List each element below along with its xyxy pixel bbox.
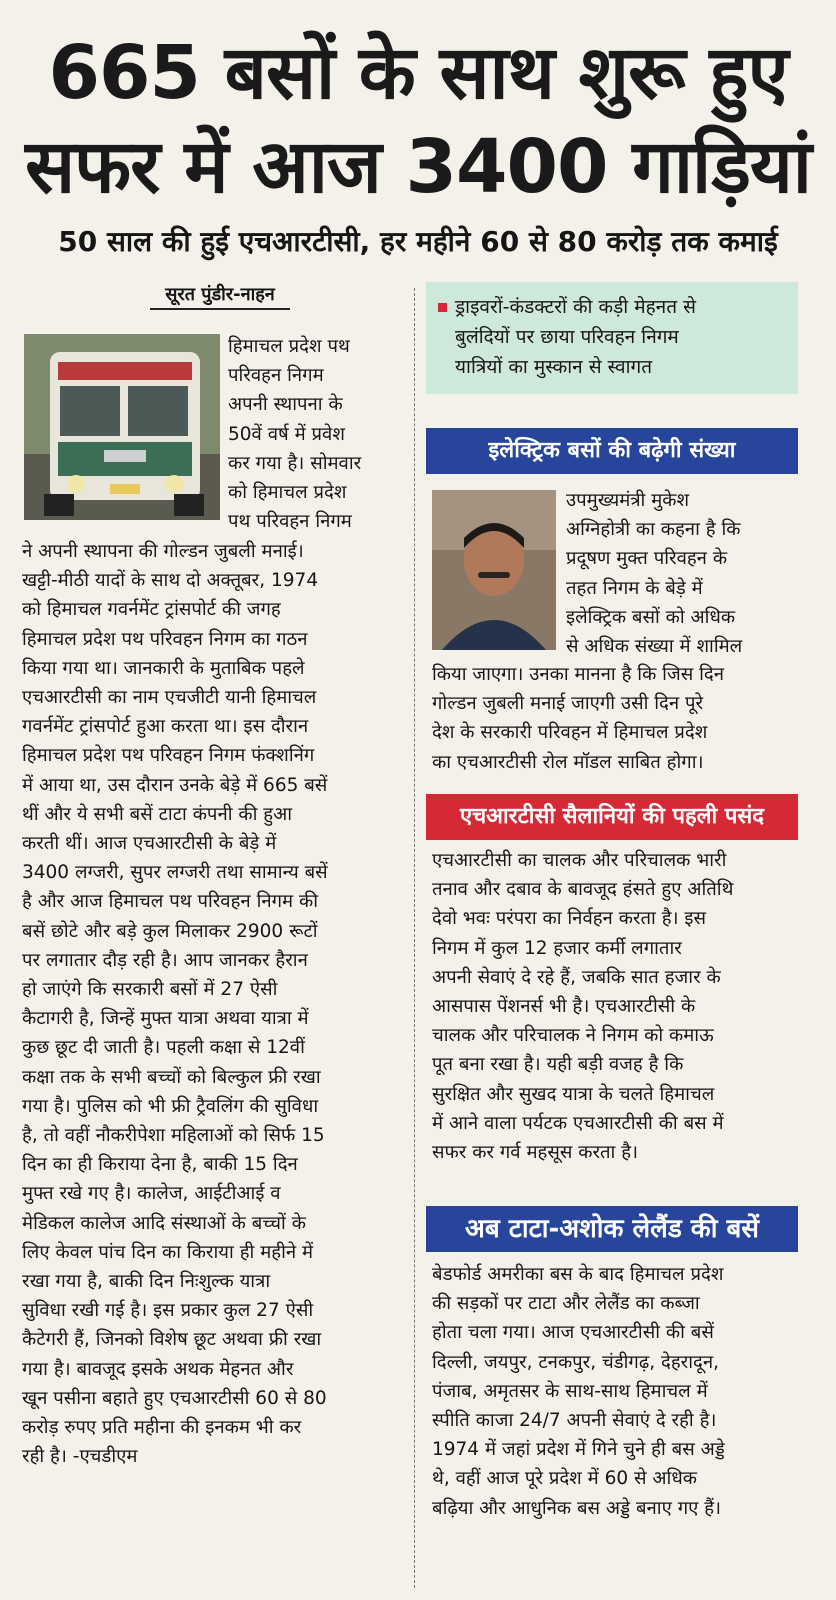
- text-line: आसपास पेंशनर्स भी है। एचआरटीसी के: [432, 996, 696, 1018]
- text-line: प्रदूषण मुक्त परिवहन के: [566, 548, 728, 570]
- text-line: 3400 लग्जरी, सुपर लग्जरी तथा सामान्य बसें: [22, 862, 328, 884]
- text-line: बढ़िया और आधुनिक बस अड्डे बनाए गए हैं।: [432, 1497, 722, 1519]
- text-line: की सड़कों पर टाटा और लेलैंड का कब्जा: [432, 1293, 700, 1315]
- section-title-tourist: एचआरटीसी सैलानियों की पहली पसंद: [426, 794, 798, 840]
- text-line: लिए केवल पांच दिन का किराया ही महीने में: [22, 1241, 314, 1263]
- highlight-line: [438, 292, 790, 322]
- text-line: बेडफोर्ड अमरीका बस के बाद हिमाचल प्रदेश: [432, 1264, 724, 1285]
- text-line: निगम में कुल 12 हजार कर्मी लगातार: [432, 937, 682, 959]
- column-divider: [414, 288, 416, 1588]
- text-line: हो जाएंगे कि सरकारी बसों में 27 ऐसी: [22, 979, 278, 1001]
- text-line: है, तो वहीं नौकरीपेशा महिलाओं को सिर्फ 15: [22, 1125, 325, 1147]
- text-line: थीं और ये सभी बसें टाटा कंपनी की हुआ: [22, 803, 292, 825]
- main-story-intro: [228, 332, 404, 536]
- tata-body: [432, 1260, 796, 1523]
- text-line: का एचआरटीसी रोल मॉडल साबित होगा।: [432, 751, 704, 773]
- text-line: सफर कर गर्व महसूस करता है।: [432, 1142, 639, 1164]
- main-story-body: [22, 537, 404, 1472]
- text-line: देश के सरकारी परिवहन में हिमाचल प्रदेश: [432, 722, 708, 744]
- text-line: परिवहन निगम: [228, 365, 324, 387]
- text-line: 1974 में जहां प्रदेश में गिने चुने ही बस अड्डे: [432, 1439, 725, 1461]
- text-line: खून पसीना बहाते हुए एचआरटीसी 60 से 80: [22, 1387, 327, 1409]
- text-line: मेडिकल कालेज आदि संस्थाओं के बच्चों के: [22, 1212, 306, 1234]
- text-line: दिन का ही किराया देना है, बाकी 15 दिन: [22, 1154, 298, 1176]
- highlight-line-text: यात्रियों का मुस्कान से स्वागत: [455, 356, 653, 378]
- text-line: को हिमाचल गवर्नमेंट ट्रांसपोर्ट की जगह: [22, 599, 281, 621]
- electric-intro: [566, 486, 794, 661]
- text-line: सुरक्षित और सुखद यात्रा के चलते हिमाचल: [432, 1083, 715, 1105]
- text-line: कुछ छूट दी जाती है। पहली कक्षा से 12वीं: [22, 1037, 305, 1059]
- text-line: को हिमाचल प्रदेश: [228, 482, 347, 504]
- text-line: सुविधा रखी गई है। इस प्रकार कुल 27 ऐसी: [22, 1300, 314, 1322]
- text-line: उपमुख्यमंत्री मुकेश: [566, 490, 690, 511]
- text-line: गया है। बावजूद इसके अथक मेहनत और: [22, 1358, 294, 1380]
- text-line: ने अपनी स्थापना की गोल्डन जुबली मनाई।: [22, 541, 304, 562]
- text-line: पर लगातार दौड़ रही है। आप जानकर हैरान: [22, 949, 308, 971]
- text-line: होता चला गया। आज एचआरटीसी की बसें: [432, 1322, 714, 1344]
- text-line: हिमाचल प्रदेश पथ: [228, 336, 350, 357]
- text-line: खट्टी-मीठी यादों के साथ दो अक्तूबर, 1974: [22, 570, 319, 592]
- electric-body: [432, 660, 796, 777]
- text-line: 50वें वर्ष में प्रवेश: [228, 423, 345, 445]
- text-line: किया जाएगा। उनका मानना है कि जिस दिन: [432, 664, 724, 685]
- text-line: पथ परिवहन निगम: [228, 511, 352, 533]
- text-line: तहत निगम के बेड़े में: [566, 577, 703, 599]
- highlight-text: [438, 292, 790, 382]
- subheadline: 50 साल की हुई एचआरटीसी, हर महीने 60 से 80 करोड़ तक कमाई: [58, 225, 778, 258]
- text-line: कर गया है। सोमवार: [228, 452, 362, 474]
- text-line: देवो भवः परंपरा का निर्वहन करता है। इस: [432, 908, 707, 930]
- tourist-body: [432, 846, 796, 1167]
- text-line: कैटेगरी हैं, जिनको विशेष छूट अथवा फ्री रखा: [22, 1329, 322, 1351]
- minister-photo: [432, 490, 556, 650]
- text-line: स्पीति काजा 24/7 अपनी सेवाएं दे रही है।: [432, 1410, 717, 1432]
- text-line: करोड़ रुपए प्रति महीना की इनकम भी कर: [22, 1417, 302, 1439]
- text-line: मुफ्त रखे गए है। कालेज, आईटीआई व: [22, 1183, 281, 1205]
- text-line: गवर्नमेंट ट्रांसपोर्ट हुआ करता था। इस दौरान: [22, 716, 309, 738]
- text-line: गोल्डन जुबली मनाई जाएगी उसी दिन पूरे: [432, 693, 704, 715]
- text-line: एचआरटीसी का नाम एचजीटी यानी हिमाचल: [22, 687, 317, 709]
- text-line: एचआरटीसी का चालक और परिचालक भारी: [432, 850, 727, 871]
- text-line: से अधिक संख्या में शामिल: [566, 636, 743, 658]
- text-line: रही है। -एचडीएम: [22, 1446, 138, 1468]
- text-line: बसें छोटे और बड़े कुल मिलाकर 2900 रूटों: [22, 920, 318, 942]
- text-line: करती थीं। आज एचआरटीसी के बेड़े में: [22, 833, 277, 855]
- text-line: तनाव और दबाव के बावजूद हंसते हुए अतिथि: [432, 879, 734, 901]
- text-line: कैटागरी है, जिन्हें मुफ्त यात्रा अथवा यात्रा में: [22, 1008, 309, 1030]
- bullet-icon: [438, 303, 447, 312]
- headline-line-2: सफर में आज 3400 गाड़ियां: [25, 124, 811, 210]
- text-line: में आया था, उस दौरान उनके बेड़े में 665 बसें: [22, 774, 328, 796]
- text-line: अपनी स्थापना के: [228, 394, 343, 416]
- text-line: दिल्ली, जयपुर, टनकपुर, चंडीगढ़, देहरादून,: [432, 1351, 719, 1373]
- section-title-tata: अब टाटा-अशोक लेलैंड की बसें: [426, 1206, 798, 1252]
- text-line: पंजाब, अमृतसर के साथ-साथ हिमाचल में: [432, 1380, 708, 1402]
- text-line: हिमाचल प्रदेश पथ परिवहन निगम का गठन: [22, 628, 308, 650]
- text-line: हिमाचल प्रदेश पथ परिवहन निगम फंक्शनिंग: [22, 745, 315, 767]
- bus-photo: [24, 334, 220, 520]
- highlight-line-text: ड्राइवरों-कंडक्टरों की कड़ी मेहनत से: [455, 296, 696, 318]
- text-line: इलेक्ट्रिक बसों को अधिक: [566, 606, 736, 628]
- text-line: कक्षा तक के सभी बच्चों को बिल्कुल फ्री रखा: [22, 1066, 321, 1088]
- highlight-line: [438, 352, 790, 382]
- text-line: अपनी सेवाएं दे रहे हैं, जबकि सात हजार के: [432, 966, 721, 988]
- text-line: अग्निहोत्री का कहना है कि: [566, 519, 741, 541]
- byline: सूरत पुंडीर-नाहन: [150, 282, 290, 310]
- text-line: चालक और परिचालक ने निगम को कमाऊ: [432, 1025, 714, 1047]
- text-line: थे, वहीं आज पूरे प्रदेश में 60 से अधिक: [432, 1468, 697, 1490]
- text-line: गया है। पुलिस को भी फ्री ट्रैवलिंग की सुविधा: [22, 1095, 319, 1117]
- highlight-line: [438, 322, 790, 352]
- text-line: किया गया था। जानकारी के मुताबिक पहले: [22, 657, 305, 679]
- text-line: है और आज हिमाचल पथ परिवहन निगम की: [22, 891, 318, 913]
- section-title-electric: इलेक्ट्रिक बसों की बढ़ेगी संख्या: [426, 428, 798, 474]
- text-line: रखा गया है, बाकी दिन निःशुल्क यात्रा: [22, 1271, 271, 1293]
- headline-line-1: 665 बसों के साथ शुरू हुए: [48, 30, 788, 116]
- text-line: में आने वाला पर्यटक एचआरटीसी की बस में: [432, 1112, 724, 1134]
- text-line: पूत बना रखा है। यही बड़ी वजह है कि: [432, 1054, 684, 1076]
- highlight-line-text: बुलंदियों पर छाया परिवहन निगम: [455, 326, 679, 348]
